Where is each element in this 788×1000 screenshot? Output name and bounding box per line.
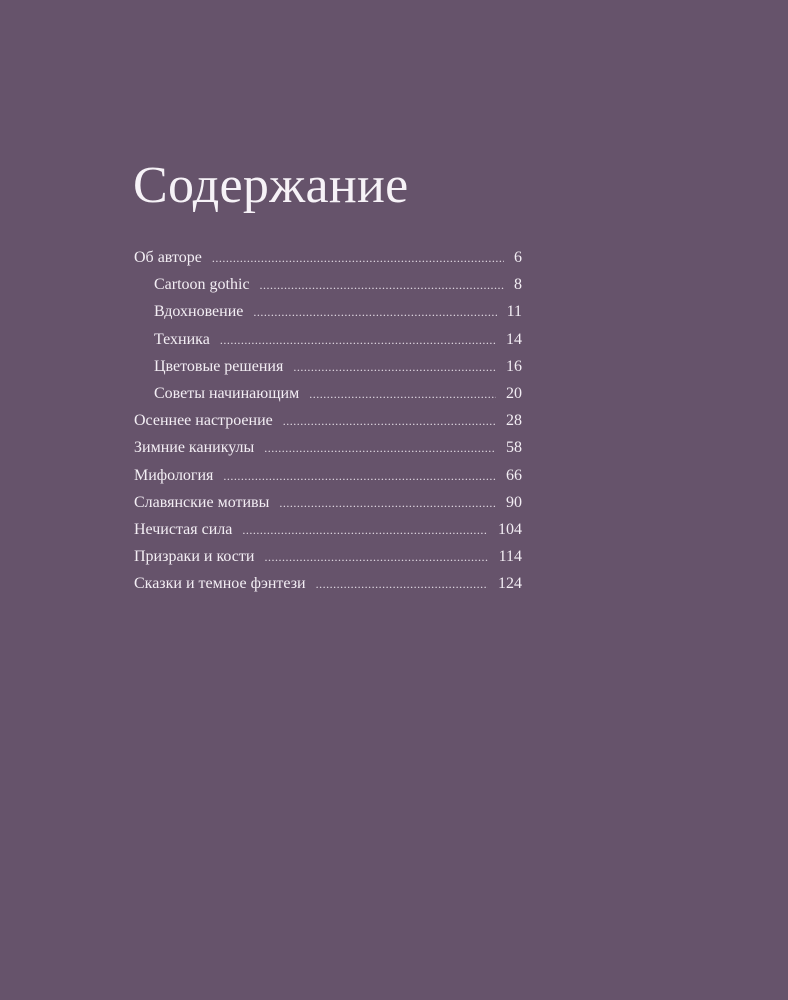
toc-item-label: Славянские мотивы [134, 493, 270, 511]
toc-leader-dots [279, 490, 496, 517]
toc-item-autumn-mood[interactable] [134, 407, 522, 434]
toc-item-label: Цветовые решения [154, 357, 284, 375]
toc-leader-dots [309, 381, 496, 408]
toc-leader-dots [260, 272, 504, 299]
toc-item-slavic-motifs[interactable] [134, 489, 522, 516]
toc-item-page: 58 [506, 439, 522, 457]
toc-item-label: Техника [154, 330, 210, 348]
table-of-contents [134, 244, 522, 597]
toc-leader-dots [212, 245, 504, 272]
toc-item-label: Cartoon gothic [154, 276, 250, 294]
toc-item-label: Сказки и темное фэнтези [134, 575, 306, 593]
toc-item-winter-holidays[interactable] [134, 434, 522, 461]
toc-item-color-solutions[interactable] [134, 353, 522, 380]
toc-item-tales-dark-fantasy[interactable] [134, 570, 522, 597]
page-title: Содержание [133, 157, 409, 214]
toc-item-about-author[interactable] [134, 244, 522, 271]
toc-leader-dots [283, 408, 496, 435]
toc-item-page: 20 [506, 384, 522, 402]
toc-item-page: 66 [506, 466, 522, 484]
toc-item-page: 6 [514, 249, 522, 266]
toc-item-evil-spirits[interactable] [134, 516, 522, 543]
toc-leader-dots [253, 299, 496, 326]
toc-leader-dots [223, 463, 496, 490]
toc-leader-dots [220, 327, 496, 354]
toc-item-page: 14 [506, 330, 522, 348]
toc-item-label: Осеннее настроение [134, 412, 273, 430]
toc-item-label: Советы начинающим [154, 384, 300, 402]
toc-item-page: 114 [498, 548, 522, 566]
toc-item-mythology[interactable] [134, 462, 522, 489]
toc-leader-dots [242, 517, 488, 544]
toc-item-ghosts-and-bones[interactable] [134, 543, 522, 570]
toc-item-label: Нечистая сила [134, 520, 233, 538]
toc-item-page: 28 [506, 412, 522, 430]
toc-leader-dots [293, 354, 496, 381]
toc-item-page: 11 [506, 303, 522, 321]
toc-item-beginner-tips[interactable] [134, 380, 522, 407]
toc-item-technique[interactable] [134, 326, 522, 353]
toc-leader-dots [264, 435, 496, 462]
toc-item-page: 90 [506, 493, 522, 511]
toc-item-label: Мифология [134, 466, 214, 484]
toc-item-page: 16 [506, 357, 522, 375]
toc-item-page: 124 [498, 575, 522, 593]
toc-leader-dots [264, 544, 488, 571]
toc-item-label: Зимние каникулы [134, 439, 255, 457]
toc-item-label: Об авторе [134, 249, 202, 266]
toc-item-label: Призраки и кости [134, 548, 255, 566]
toc-item-cartoon-gothic[interactable] [134, 271, 522, 298]
toc-item-inspiration[interactable] [134, 298, 522, 325]
toc-item-label: Вдохновение [154, 303, 244, 321]
toc-item-page: 104 [498, 520, 522, 538]
toc-item-page: 8 [514, 276, 522, 294]
toc-leader-dots [316, 571, 488, 598]
